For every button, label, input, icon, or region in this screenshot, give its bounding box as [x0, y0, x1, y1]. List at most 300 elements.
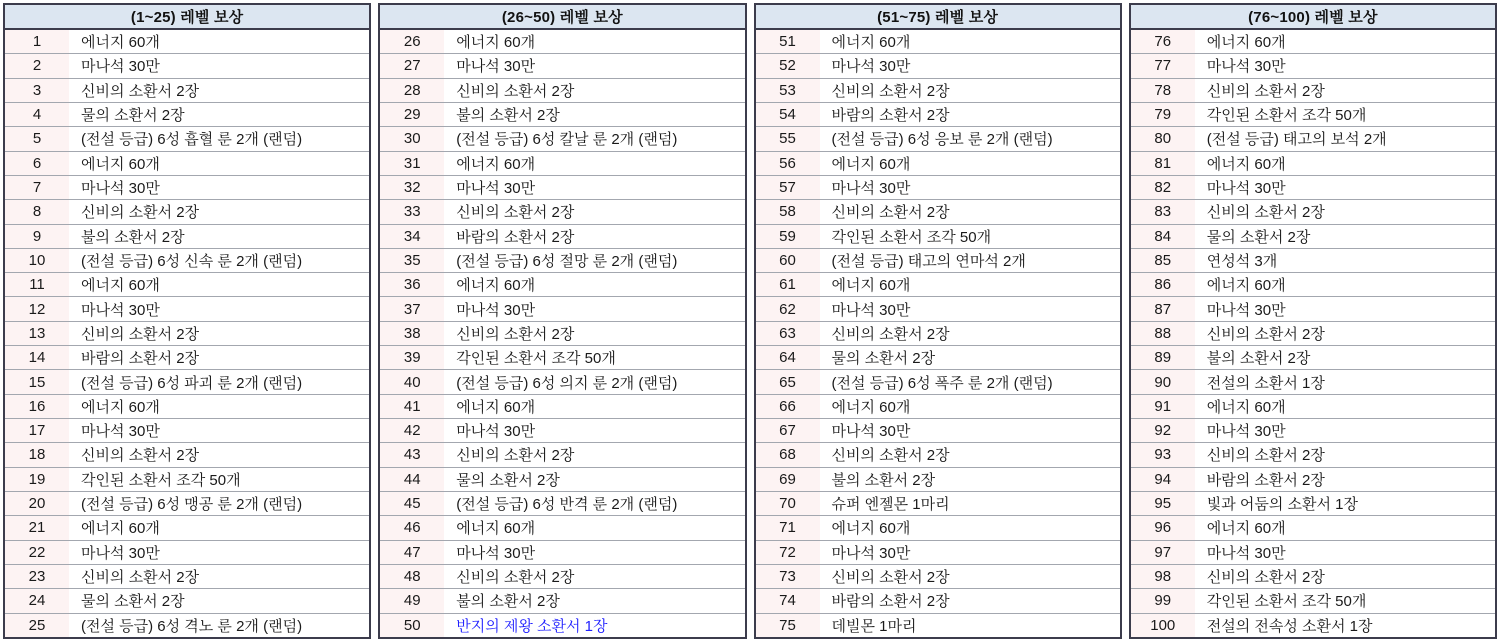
reward-cell: 에너지 60개	[831, 398, 911, 416]
level-cell: 57	[756, 176, 820, 199]
reward-cell: 각인된 소환서 조각 50개	[1206, 593, 1367, 611]
level-cell: 95	[1131, 492, 1195, 515]
level-cell: 27	[380, 54, 444, 77]
level-cell: 61	[756, 273, 820, 296]
table-row	[1131, 175, 1495, 199]
table-row	[1131, 272, 1495, 296]
reward-cell: 에너지 60개	[831, 277, 911, 295]
level-cell: 24	[5, 589, 69, 612]
reward-cell: (전설 등급) 태고의 보석 2개	[1206, 131, 1387, 149]
table-row	[756, 248, 1120, 272]
table-title: (76~100) 레벨 보상	[1131, 5, 1495, 30]
reward-cell: 신비의 소환서 2장	[831, 447, 950, 465]
level-cell: 79	[1131, 103, 1195, 126]
reward-cell: 바람의 소환서 2장	[831, 107, 950, 125]
level-cell: 40	[380, 370, 444, 393]
reward-cell: 신비의 소환서 2장	[456, 82, 575, 100]
table-row	[1131, 53, 1495, 77]
table-row	[380, 540, 744, 564]
level-cell: 10	[5, 249, 69, 272]
reward-cell: 마나석 30만	[81, 301, 160, 319]
level-cell: 6	[5, 152, 69, 175]
table-row	[5, 272, 369, 296]
table-row	[380, 224, 744, 248]
level-cell: 75	[756, 614, 820, 637]
reward-table	[378, 3, 746, 639]
table-row	[756, 102, 1120, 126]
level-cell: 98	[1131, 565, 1195, 588]
level-cell: 78	[1131, 79, 1195, 102]
reward-cell: 에너지 60개	[81, 34, 160, 52]
table-row	[380, 369, 744, 393]
level-cell: 30	[380, 127, 444, 150]
reward-cell: 신비의 소환서 2장	[1206, 447, 1325, 465]
table-row	[380, 199, 744, 223]
level-cell: 60	[756, 249, 820, 272]
table-row	[5, 102, 369, 126]
reward-cell: 에너지 60개	[1206, 277, 1286, 295]
reward-cell: 에너지 60개	[81, 398, 160, 416]
reward-cell: 신비의 소환서 2장	[831, 204, 950, 222]
level-cell: 85	[1131, 249, 1195, 272]
reward-cell: 에너지 60개	[831, 520, 911, 538]
table-row	[756, 321, 1120, 345]
reward-cell: 불의 소환서 2장	[831, 471, 936, 489]
reward-cell: 신비의 소환서 2장	[831, 325, 950, 343]
level-cell: 19	[5, 468, 69, 491]
level-cell: 13	[5, 322, 69, 345]
reward-cell: 마나석 30만	[1206, 301, 1286, 319]
reward-cell: 불의 소환서 2장	[456, 107, 560, 125]
table-row	[1131, 564, 1495, 588]
level-cell: 80	[1131, 127, 1195, 150]
reward-cell: 신비의 소환서 2장	[456, 569, 575, 587]
table-row	[756, 345, 1120, 369]
reward-cell: 신비의 소환서 2장	[81, 204, 200, 222]
level-cell: 71	[756, 516, 820, 539]
reward-cell: 마나석 30만	[831, 180, 911, 198]
reward-cell: (전설 등급) 6성 파괴 룬 2개 (랜덤)	[81, 374, 303, 392]
level-cell: 48	[380, 565, 444, 588]
table-row	[380, 564, 744, 588]
table-row	[1131, 515, 1495, 539]
table-row	[5, 30, 369, 53]
level-cell: 9	[5, 225, 69, 248]
level-cell: 26	[380, 30, 444, 53]
table-row	[380, 418, 744, 442]
table-row	[756, 296, 1120, 320]
level-cell: 35	[380, 249, 444, 272]
level-cell: 49	[380, 589, 444, 612]
level-cell: 38	[380, 322, 444, 345]
level-cell: 15	[5, 370, 69, 393]
table-row	[380, 321, 744, 345]
table-title: (1~25) 레벨 보상	[5, 5, 369, 30]
table-row	[1131, 248, 1495, 272]
table-row	[756, 418, 1120, 442]
table-row	[5, 394, 369, 418]
table-row	[380, 296, 744, 320]
level-cell: 86	[1131, 273, 1195, 296]
table-row	[5, 345, 369, 369]
table-row	[1131, 394, 1495, 418]
table-row	[756, 564, 1120, 588]
level-cell: 92	[1131, 419, 1195, 442]
level-cell: 55	[756, 127, 820, 150]
level-cell: 20	[5, 492, 69, 515]
table-row	[756, 151, 1120, 175]
level-cell: 82	[1131, 176, 1195, 199]
table-row	[380, 442, 744, 466]
reward-cell: 물의 소환서 2장	[831, 350, 936, 368]
level-cell: 32	[380, 176, 444, 199]
table-row	[1131, 345, 1495, 369]
reward-cell: 각인된 소환서 조각 50개	[456, 350, 616, 368]
level-cell: 88	[1131, 322, 1195, 345]
level-cell: 36	[380, 273, 444, 296]
reward-cell: (전설 등급) 6성 절망 룬 2개 (랜덤)	[456, 252, 678, 270]
table-row	[380, 30, 744, 53]
reward-cell: 마나석 30만	[81, 58, 160, 76]
reward-cell: 신비의 소환서 2장	[1206, 325, 1325, 343]
level-cell: 66	[756, 395, 820, 418]
table-row	[1131, 224, 1495, 248]
level-cell: 56	[756, 152, 820, 175]
table-row	[756, 126, 1120, 150]
level-cell: 2	[5, 54, 69, 77]
reward-cell: 신비의 소환서 2장	[81, 325, 200, 343]
level-cell: 93	[1131, 443, 1195, 466]
table-row	[1131, 540, 1495, 564]
level-cell: 4	[5, 103, 69, 126]
reward-cell: 에너지 60개	[1206, 34, 1286, 52]
reward-cell: 신비의 소환서 2장	[456, 325, 575, 343]
table-row	[380, 491, 744, 515]
level-cell: 97	[1131, 541, 1195, 564]
level-cell: 62	[756, 297, 820, 320]
table-row	[1131, 321, 1495, 345]
table-row	[5, 78, 369, 102]
level-cell: 72	[756, 541, 820, 564]
table-row	[380, 175, 744, 199]
level-cell: 21	[5, 516, 69, 539]
table-row	[5, 588, 369, 612]
table-row	[1131, 588, 1495, 612]
reward-cell: 물의 소환서 2장	[81, 107, 185, 125]
reward-cell: 바람의 소환서 2장	[1206, 471, 1325, 489]
reward-cell: 연성석 3개	[1206, 252, 1278, 270]
table-row	[756, 199, 1120, 223]
table-row	[380, 78, 744, 102]
reward-cell: 에너지 60개	[456, 520, 536, 538]
level-cell: 44	[380, 468, 444, 491]
level-cell: 90	[1131, 370, 1195, 393]
table-row	[756, 224, 1120, 248]
level-cell: 8	[5, 200, 69, 223]
reward-cell: 마나석 30만	[456, 180, 536, 198]
table-row	[380, 272, 744, 296]
reward-cell: (전설 등급) 6성 신속 룬 2개 (랜덤)	[81, 252, 303, 270]
table-row	[380, 102, 744, 126]
reward-cell: 에너지 60개	[81, 277, 160, 295]
table-row	[1131, 151, 1495, 175]
level-cell: 46	[380, 516, 444, 539]
reward-cell: 슈퍼 엔젤몬 1마리	[831, 496, 950, 514]
reward-cell: (전설 등급) 6성 칼날 룬 2개 (랜덤)	[456, 131, 678, 149]
reward-cell: 마나석 30만	[831, 423, 911, 441]
reward-cell: 불의 소환서 2장	[456, 593, 560, 611]
table-row	[756, 467, 1120, 491]
table-row	[1131, 369, 1495, 393]
table-row	[5, 248, 369, 272]
table-row	[756, 491, 1120, 515]
level-cell: 14	[5, 346, 69, 369]
table-row	[1131, 296, 1495, 320]
table-row	[380, 515, 744, 539]
reward-cell: 마나석 30만	[81, 180, 160, 198]
reward-cell: 데빌몬 1마리	[831, 617, 917, 635]
table-row	[380, 345, 744, 369]
level-cell: 63	[756, 322, 820, 345]
level-cell: 16	[5, 395, 69, 418]
table-row	[756, 53, 1120, 77]
table-row	[1131, 126, 1495, 150]
table-row	[1131, 30, 1495, 53]
reward-cell: 신비의 소환서 2장	[1206, 82, 1325, 100]
table-row	[5, 540, 369, 564]
reward-cell: 마나석 30만	[81, 544, 160, 562]
level-cell: 11	[5, 273, 69, 296]
table-row	[756, 175, 1120, 199]
table-row	[380, 126, 744, 150]
reward-cell: 에너지 60개	[456, 277, 536, 295]
reward-cell: 신비의 소환서 2장	[81, 82, 200, 100]
level-cell: 22	[5, 541, 69, 564]
level-cell: 58	[756, 200, 820, 223]
reward-table	[754, 3, 1122, 639]
level-cell: 43	[380, 443, 444, 466]
reward-cell: 마나석 30만	[456, 544, 536, 562]
level-cell: 69	[756, 468, 820, 491]
table-row	[5, 175, 369, 199]
level-cell: 28	[380, 79, 444, 102]
level-cell: 17	[5, 419, 69, 442]
table-row	[380, 613, 744, 637]
reward-cell: 각인된 소환서 조각 50개	[1206, 107, 1367, 125]
reward-cell: 에너지 60개	[831, 155, 911, 173]
level-cell: 94	[1131, 468, 1195, 491]
table-row	[756, 30, 1120, 53]
level-cell: 18	[5, 443, 69, 466]
level-cell: 99	[1131, 589, 1195, 612]
level-cell: 64	[756, 346, 820, 369]
table-row	[1131, 418, 1495, 442]
reward-cell: 마나석 30만	[456, 423, 536, 441]
table-row	[1131, 613, 1495, 637]
reward-cell: 마나석 30만	[456, 58, 536, 76]
reward-cell: 신비의 소환서 2장	[831, 82, 950, 100]
level-cell: 89	[1131, 346, 1195, 369]
level-cell: 12	[5, 297, 69, 320]
table-row	[1131, 467, 1495, 491]
reward-cell: 신비의 소환서 2장	[831, 569, 950, 587]
reward-cell: 마나석 30만	[456, 301, 536, 319]
level-cell: 59	[756, 225, 820, 248]
table-row	[5, 467, 369, 491]
table-row	[756, 588, 1120, 612]
table-row	[1131, 442, 1495, 466]
table-row	[380, 53, 744, 77]
table-row	[756, 613, 1120, 637]
table-row	[380, 151, 744, 175]
level-cell: 47	[380, 541, 444, 564]
table-row	[756, 442, 1120, 466]
table-row	[5, 491, 369, 515]
table-row	[756, 272, 1120, 296]
reward-cell: 물의 소환서 2장	[81, 593, 185, 611]
reward-cell: 불의 소환서 2장	[1206, 350, 1311, 368]
level-cell: 91	[1131, 395, 1195, 418]
level-cell: 39	[380, 346, 444, 369]
reward-cell: 물의 소환서 2장	[456, 471, 560, 489]
level-cell: 96	[1131, 516, 1195, 539]
reward-cell: 에너지 60개	[456, 34, 536, 52]
level-cell: 33	[380, 200, 444, 223]
table-row	[5, 126, 369, 150]
table-row	[380, 467, 744, 491]
table-row	[5, 321, 369, 345]
level-cell: 76	[1131, 30, 1195, 53]
reward-cell: 에너지 60개	[456, 398, 536, 416]
reward-cell: 신비의 소환서 2장	[456, 204, 575, 222]
reward-cell: (전설 등급) 6성 의지 룬 2개 (랜덤)	[456, 374, 678, 392]
reward-cell: 전설의 소환서 1장	[1206, 374, 1325, 392]
table-row	[756, 540, 1120, 564]
reward-cell: 마나석 30만	[831, 58, 911, 76]
reward-cell: 마나석 30만	[1206, 544, 1286, 562]
level-cell: 41	[380, 395, 444, 418]
level-cell: 81	[1131, 152, 1195, 175]
level-cell: 83	[1131, 200, 1195, 223]
reward-cell: 바람의 소환서 2장	[831, 593, 950, 611]
reward-cell: 바람의 소환서 2장	[81, 350, 200, 368]
level-cell: 29	[380, 103, 444, 126]
reward-cell: 에너지 60개	[81, 520, 160, 538]
reward-cell: 불의 소환서 2장	[81, 228, 185, 246]
table-row	[5, 369, 369, 393]
table-row	[756, 515, 1120, 539]
level-cell: 100	[1131, 614, 1195, 637]
level-cell: 5	[5, 127, 69, 150]
table-title: (51~75) 레벨 보상	[756, 5, 1120, 30]
reward-cell: 각인된 소환서 조각 50개	[831, 228, 992, 246]
reward-cell: (전설 등급) 6성 응보 룬 2개 (랜덤)	[831, 131, 1053, 149]
table-row	[756, 369, 1120, 393]
level-cell: 45	[380, 492, 444, 515]
level-cell: 50	[380, 614, 444, 637]
table-row	[380, 394, 744, 418]
reward-cell: 신비의 소환서 2장	[81, 569, 200, 587]
table-row	[380, 588, 744, 612]
level-cell: 67	[756, 419, 820, 442]
level-cell: 74	[756, 589, 820, 612]
reward-cell: 반지의 제왕 소환서 1장	[456, 617, 608, 635]
reward-cell: 마나석 30만	[81, 423, 160, 441]
reward-table	[1129, 3, 1497, 639]
level-cell: 51	[756, 30, 820, 53]
reward-cell: 마나석 30만	[831, 301, 911, 319]
table-row	[5, 53, 369, 77]
level-cell: 34	[380, 225, 444, 248]
reward-cell: 에너지 60개	[1206, 520, 1286, 538]
reward-cell: 바람의 소환서 2장	[456, 228, 575, 246]
reward-cell: (전설 등급) 6성 폭주 룬 2개 (랜덤)	[831, 374, 1053, 392]
reward-cell: 전설의 전속성 소환서 1장	[1206, 617, 1373, 635]
table-row	[5, 564, 369, 588]
table-row	[5, 296, 369, 320]
reward-cell: (전설 등급) 태고의 연마석 2개	[831, 252, 1026, 270]
reward-cell: 물의 소환서 2장	[1206, 228, 1311, 246]
reward-cell: 마나석 30만	[1206, 180, 1286, 198]
reward-cell: 마나석 30만	[1206, 423, 1286, 441]
level-cell: 77	[1131, 54, 1195, 77]
level-cell: 42	[380, 419, 444, 442]
reward-cell: 신비의 소환서 2장	[1206, 204, 1325, 222]
reward-cell: (전설 등급) 6성 맹공 룬 2개 (랜덤)	[81, 496, 303, 514]
level-cell: 7	[5, 176, 69, 199]
table-row	[5, 515, 369, 539]
reward-table	[3, 3, 371, 639]
table-title: (26~50) 레벨 보상	[380, 5, 744, 30]
reward-cell: 빛과 어둠의 소환서 1장	[1206, 496, 1359, 514]
reward-cell: 마나석 30만	[1206, 58, 1286, 76]
reward-cell: 신비의 소환서 2장	[1206, 569, 1325, 587]
level-cell: 87	[1131, 297, 1195, 320]
level-cell: 52	[756, 54, 820, 77]
level-cell: 31	[380, 152, 444, 175]
level-cell: 65	[756, 370, 820, 393]
reward-cell: (전설 등급) 6성 반격 룬 2개 (랜덤)	[456, 496, 678, 514]
table-row	[5, 151, 369, 175]
level-cell: 37	[380, 297, 444, 320]
level-cell: 1	[5, 30, 69, 53]
level-cell: 53	[756, 79, 820, 102]
reward-cell: 각인된 소환서 조각 50개	[81, 471, 241, 489]
reward-cell: 에너지 60개	[456, 155, 536, 173]
table-row	[5, 442, 369, 466]
reward-cell: 에너지 60개	[81, 155, 160, 173]
level-cell: 25	[5, 614, 69, 637]
reward-cell: 에너지 60개	[1206, 398, 1286, 416]
table-row	[5, 613, 369, 637]
table-row	[1131, 491, 1495, 515]
reward-cell: (전설 등급) 6성 격노 룬 2개 (랜덤)	[81, 617, 303, 635]
table-row	[756, 78, 1120, 102]
reward-cell: 마나석 30만	[831, 544, 911, 562]
level-cell: 54	[756, 103, 820, 126]
table-row	[756, 394, 1120, 418]
table-row	[1131, 199, 1495, 223]
reward-cell: 신비의 소환서 2장	[456, 447, 575, 465]
table-row	[5, 224, 369, 248]
reward-cell: 신비의 소환서 2장	[81, 447, 200, 465]
table-row	[380, 248, 744, 272]
table-row	[5, 199, 369, 223]
reward-cell: 에너지 60개	[831, 34, 911, 52]
level-cell: 73	[756, 565, 820, 588]
level-cell: 3	[5, 79, 69, 102]
reward-cell: (전설 등급) 6성 흡혈 룬 2개 (랜덤)	[81, 131, 303, 149]
